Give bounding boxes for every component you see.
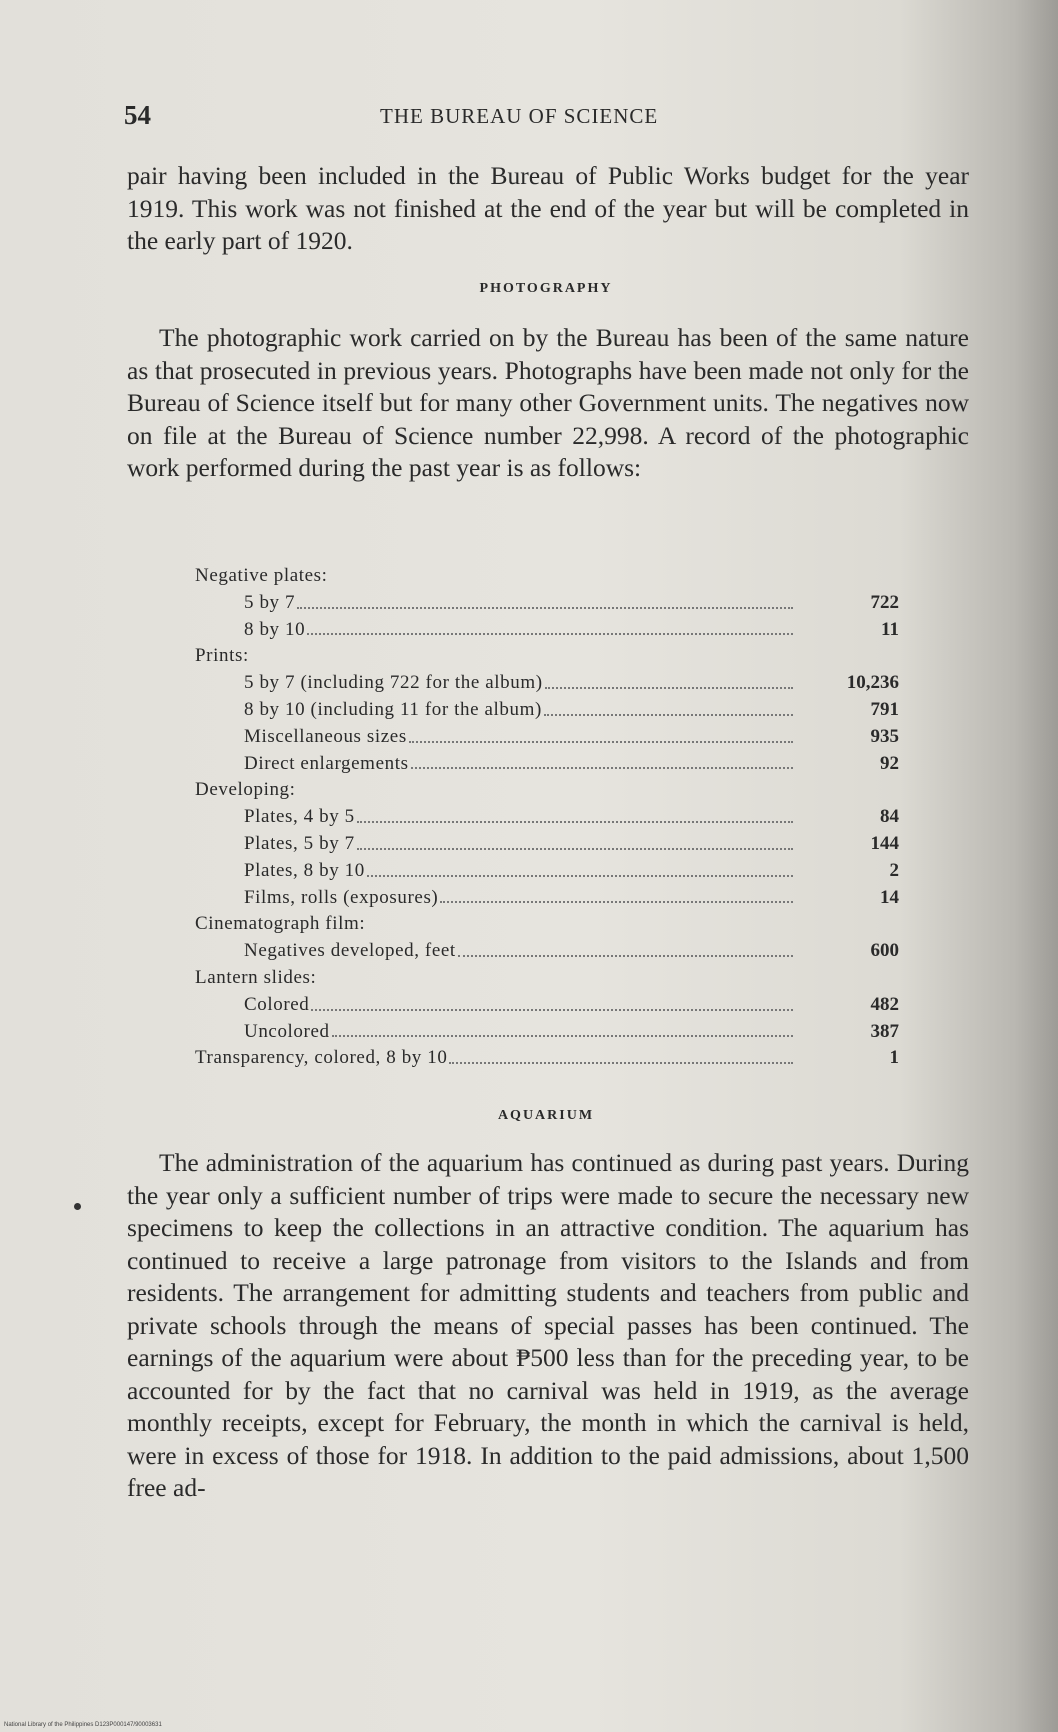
record-item-row — [195, 885, 907, 912]
record-label-text: Plates, 4 by 5 — [244, 806, 355, 828]
record-value: 92 — [880, 752, 899, 774]
photography-heading: PHOTOGRAPHY — [479, 281, 613, 296]
running-title: THE BUREAU OF SCIENCE — [380, 104, 659, 128]
leader-dots — [307, 633, 793, 635]
record-item-row — [195, 751, 907, 778]
photography-paragraph: The photographic work carried on by the Bureau has been of the same nature as that prosecuted in previous years. Photographs have been made not only for the Bureau of Science itself but for many other Government units. The negatives now on file at the Bureau of Science number 22,998. A record of the photographic work performed during the past year is as follows: — [127, 323, 969, 482]
record-label — [195, 563, 797, 590]
record-label — [195, 724, 797, 751]
page-number: 54 — [124, 100, 151, 130]
record-label — [195, 697, 797, 724]
record-item-row — [195, 938, 907, 965]
continued-paragraph: pair having been included in the Bureau of Public Works budget for the year 1919. This work was not finished at the end of the year but will be completed in the early part of 1920. — [127, 161, 969, 255]
record-label — [195, 831, 797, 858]
record-label-text: Developing: — [195, 779, 296, 801]
leader-dots — [332, 1035, 793, 1037]
leader-dots — [409, 741, 793, 743]
record-label-text: Negative plates: — [195, 565, 328, 586]
record-value: 14 — [880, 886, 899, 908]
leader-dots — [367, 875, 793, 877]
record-value: 791 — [870, 698, 899, 720]
record-label-text: Films, rolls (exposures) — [244, 886, 439, 908]
record-item-row — [195, 858, 907, 885]
record-label-text: 5 by 7 — [244, 591, 296, 613]
record-value: 84 — [880, 806, 899, 828]
record-item-row — [195, 697, 907, 724]
leader-dots — [311, 1009, 793, 1011]
record-label — [195, 643, 797, 670]
record-label-text: 8 by 10 (including 11 for the album) — [244, 698, 542, 720]
leader-dots — [458, 955, 793, 957]
record-value: 722 — [870, 591, 899, 613]
record-item-row — [195, 1045, 907, 1072]
record-category-row — [195, 965, 907, 992]
record-item-row — [195, 1019, 907, 1046]
record-category-row — [195, 777, 907, 804]
record-label — [195, 590, 797, 617]
record-label-text: Colored — [244, 993, 310, 1015]
record-category-row — [195, 911, 907, 938]
record-item-row — [195, 590, 907, 617]
record-label-text: Negatives developed, feet — [244, 940, 456, 962]
record-category-row — [195, 563, 907, 590]
record-label — [195, 1019, 797, 1046]
record-item-row — [195, 617, 907, 644]
record-value: 482 — [870, 993, 899, 1015]
record-item-row — [195, 724, 907, 751]
record-label — [195, 965, 797, 992]
record-item-row — [195, 992, 907, 1019]
record-label — [195, 858, 797, 885]
leader-dots — [440, 901, 793, 903]
record-label — [195, 751, 797, 778]
record-label-text: 8 by 10 — [244, 618, 306, 640]
record-label — [195, 992, 797, 1019]
aquarium-heading: AQUARIUM — [497, 1108, 595, 1123]
record-value: 11 — [881, 618, 899, 640]
record-value: 10,236 — [846, 672, 899, 694]
record-label — [195, 777, 797, 804]
record-label — [195, 804, 797, 831]
record-value: 2 — [889, 859, 899, 881]
record-label-text: Prints: — [195, 645, 249, 667]
record-label-text: Plates, 5 by 7 — [244, 832, 355, 854]
record-label — [195, 911, 797, 938]
record-item-row — [195, 831, 907, 858]
record-item-row — [195, 804, 907, 831]
record-label-text: Lantern slides: — [195, 966, 317, 988]
record-value: 935 — [870, 725, 899, 747]
leader-dots — [357, 821, 793, 823]
leader-dots — [544, 714, 793, 716]
record-item-row — [195, 670, 907, 697]
record-label-text: 5 by 7 (including 722 for the album) — [244, 672, 543, 694]
record-label — [195, 670, 797, 697]
record-category-row — [195, 643, 907, 670]
record-label-text: Direct enlargements — [244, 752, 409, 774]
record-value: 600 — [870, 940, 899, 962]
library-stamp: National Library of the Philippines D123P000147/90003631 — [4, 1722, 162, 1728]
leader-dots — [449, 1062, 793, 1064]
record-label-text: Uncolored — [244, 1020, 330, 1042]
record-label-text: Miscellaneous sizes — [244, 725, 407, 747]
leader-dots — [411, 767, 793, 769]
leader-dots — [357, 848, 793, 850]
record-label-text: Plates, 8 by 10 — [244, 859, 365, 881]
record-label-text: Transparency, colored, 8 by 10 — [195, 1047, 448, 1069]
leader-dots — [297, 607, 793, 609]
photographic-record-table — [195, 563, 907, 1072]
record-value: 1 — [889, 1047, 899, 1069]
record-label — [195, 617, 797, 644]
aquarium-paragraph: The administration of the aquarium has continued as during past years. During the year only a sufficient number of trips were made to secure the necessary new specimens to keep the collections in an attractive condition. The aquarium has continued to receive a large patronage from visitors to the Islands and from residents. The arrangement for admitting students and teachers from public and private schools through the means of special passes has been continued. The earnings of the aquarium were about ₱500 less than for the preceding year, to be accounted for by the fact that no carnival was held in 1919, as the average monthly receipts, except for February, the month in which the carnival is held, were in excess of those for 1918. In addition to the paid admissions, about 1,500 free ad- — [127, 1148, 969, 1502]
record-value: 144 — [870, 832, 899, 854]
record-value: 387 — [870, 1020, 899, 1042]
record-label — [195, 885, 797, 912]
leader-dots — [545, 687, 793, 689]
margin-mark — [74, 1203, 81, 1210]
running-header — [0, 100, 1058, 140]
record-label — [195, 938, 797, 965]
record-label-text: Cinematograph film: — [195, 913, 366, 935]
record-label — [195, 1045, 797, 1072]
